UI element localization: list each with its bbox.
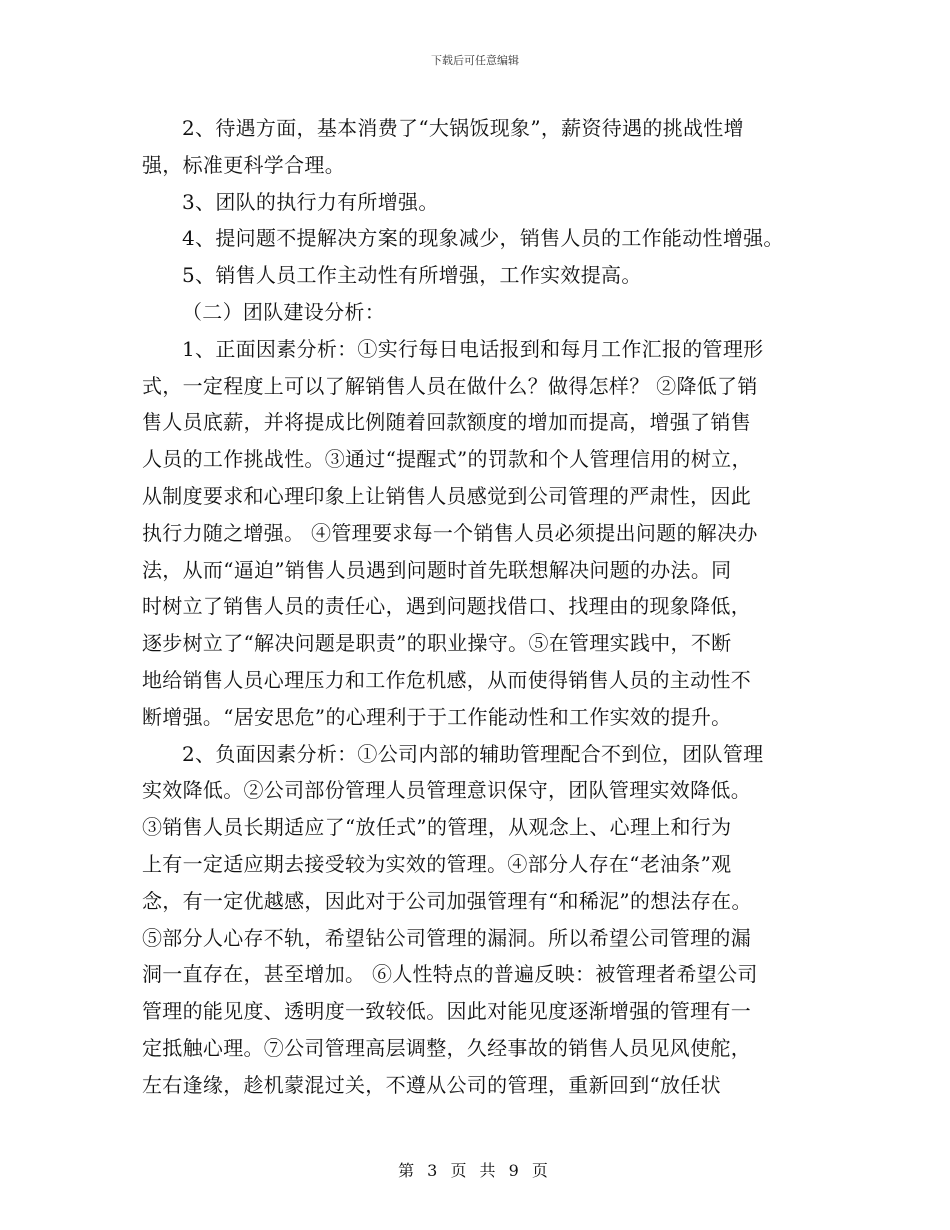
paragraph-line: 强，标准更科学合理。 <box>142 152 345 177</box>
paragraph-line: 地给销售人员心理压力和工作危机感，从而使得销售人员的主动性不 <box>142 667 751 692</box>
paragraph-line: 洞一直存在，甚至增加。 ⑥人性特点的普遍反映：被管理者希望公司 <box>142 962 758 987</box>
paragraph-line: 法，从而“逼迫”销售人员遇到问题时首先联想解决问题的办法。同 <box>142 557 732 582</box>
paragraph-line: 实效降低。②公司部份管理人员管理意识保守，团队管理实效降低。 <box>142 778 751 803</box>
body-text <box>142 110 822 1104</box>
paragraph-line: 定抵触心理。⑦公司管理高层调整，久经事故的销售人员见风使舵， <box>142 1035 751 1060</box>
paragraph-line: 逐步树立了“解决问题是职责”的职业操守。⑤在管理实践中，不断 <box>142 631 732 656</box>
page-header: 下载后可任意编辑 <box>431 54 519 67</box>
paragraph-line: 式，一定程度上可以了解销售人员在做什么？做得怎样？ ②降低了销 <box>142 373 758 398</box>
paragraph-line: 左右逢缘，趁机蒙混过关，不遵从公司的管理，重新回到“放任状 <box>142 1072 721 1097</box>
paragraph-line: 人员的工作挑战性。③通过“提醒式”的罚款和个人管理信用的树立， <box>142 447 752 472</box>
paragraph-line: 4、提问题不提解决方案的现象减少，销售人员的工作能动性增强。 <box>182 226 784 251</box>
paragraph-line: 5、销售人员工作主动性有所增强，工作实效提高。 <box>182 263 642 288</box>
paragraph-line: 售人员底薪，并将提成比例随着回款额度的增加而提高，增强了销售 <box>142 410 751 435</box>
paragraph-line: 1、正面因素分析：①实行每日电话报到和每月工作汇报的管理形 <box>182 336 764 361</box>
page-footer: 第 3 页 共 9 页 <box>398 1161 552 1180</box>
paragraph-line: 2、待遇方面，基本消费了“大锅饭现象”，薪资待遇的挑战性增 <box>182 116 744 140</box>
paragraph-line: 上有一定适应期去接受较为实效的管理。④部分人存在“老油条”观 <box>142 851 732 876</box>
paragraph-line: 时树立了销售人员的责任心，遇到问题找借口、找理由的现象降低， <box>142 594 751 619</box>
paragraph-line: 2、负面因素分析：①公司内部的辅助管理配合不到位，团队管理 <box>182 741 764 766</box>
paragraph-line: 管理的能见度、透明度一致较低。因此对能见度逐渐增强的管理有一 <box>142 999 751 1024</box>
paragraph-line: 执行力随之增强。 ④管理要求每一个销售人员必须提出问题的解决办 <box>142 520 758 545</box>
paragraph-line: ③销售人员长期适应了“放任式”的管理，从观念上、心理上和行为 <box>142 815 732 840</box>
paragraph-line: 念，有一定优越感，因此对于公司加强管理有“和稀泥”的想法存在。 <box>142 888 752 913</box>
paragraph-line: 断增强。“居安思危”的心理利于于工作能动性和工作实效的提升。 <box>142 704 732 729</box>
paragraph-line: ⑤部分人心存不轨，希望钻公司管理的漏洞。所以希望公司管理的漏 <box>142 925 751 950</box>
paragraph-line: 从制度要求和心理印象上让销售人员感觉到公司管理的严肃性，因此 <box>142 483 751 508</box>
section-heading: （二）团队建设分析： <box>182 299 385 324</box>
paragraph-line: 3、团队的执行力有所增强。 <box>182 189 439 214</box>
